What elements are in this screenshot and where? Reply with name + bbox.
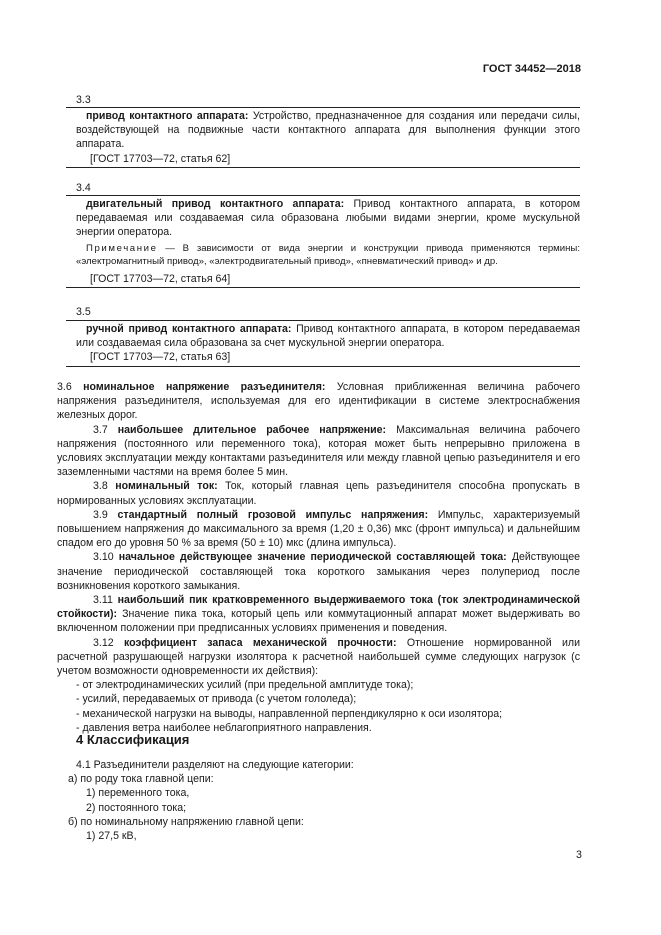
definition-paragraph: 3.7 наибольшее длительное рабочее напряжение: Максимальная величина рабочего напряжения (постоянного или переменного тока), которая может быть непрерывно приложена в условиях эксплуатации между контактами разъединителя или между главной цепью разъединителя и его заземленными частями на время более 5 мин.	[57, 423, 580, 479]
classification-line: 1) переменного тока,	[86, 787, 190, 800]
classification-line: 1) 27,5 кВ,	[86, 830, 137, 843]
list-item: - давления ветра наиболее неблагоприятного направления.	[76, 721, 372, 734]
definition-paragraph: 3.12 коэффициент запаса механической прочности: Отношение нормированной или расчетной разрушающей нагрузки изолятора к расчетной наибольшей сумме следующих нагрузок (с учетом возможности одновременности их действия):	[57, 636, 580, 678]
term-definition: двигательный привод контактного аппарата: Привод контактного аппарата, в котором передаваемая или создаваемая сила образована любыми видами энергии, кроме мускульной энергии оператора.	[76, 198, 580, 239]
definition-paragraph: 3.8 номинальный ток: Ток, который главная цепь разъединителя способна пропускать в нормированных условиях эксплуатации.	[57, 480, 580, 507]
classification-line: б) по номинальному напряжению главной цепи:	[68, 815, 304, 828]
term-definition: привод контактного аппарата: Устройство, предназначенное для создания или передачи силы, воздействующей на подвижные части контактного аппарата для выполнения функции этого аппарата.	[76, 110, 580, 151]
classification-line: 2) постоянного тока;	[86, 801, 187, 814]
term-definition: ручной привод контактного аппарата: Привод контактного аппарата, в котором передаваемая или создаваемая сила образована за счет мускульной энергии оператора.	[76, 323, 580, 350]
classification-line: а) по роду тока главной цепи:	[68, 773, 214, 786]
page-number: 3	[576, 849, 582, 861]
note-label: Примечание	[86, 242, 158, 254]
term-box-3-5	[66, 320, 580, 367]
document-header: ГОСТ 34452—2018	[482, 63, 581, 75]
term-box-3-3	[66, 107, 580, 168]
list-item: - механической нагрузки на выводы, направленной перпендикулярно к оси изолятора;	[76, 707, 503, 720]
term-title: привод контактного аппарата:	[86, 110, 249, 122]
definitions-body	[58, 380, 580, 735]
term-source: [ГОСТ 17703—72, статья 64]	[90, 272, 231, 285]
list-item: - от электродинамических усилий (при предельной амплитуде тока);	[76, 679, 414, 692]
definition-paragraph: 3.6 номинальное напряжение разъединителя: Условная приближенная величина рабочего напряжения разъединителя, используемая для его идентификации в системе электроснабжения железных дорог.	[57, 381, 580, 422]
term-number: 3.4	[76, 182, 91, 194]
classification-line: 4.1 Разъединители разделяют на следующие категории:	[76, 759, 354, 771]
term-box-3-4	[66, 195, 580, 288]
term-source: [ГОСТ 17703—72, статья 62]	[90, 152, 231, 165]
definition-paragraph: 3.9 стандартный полный грозовой импульс напряжения: Импульс, характеризуемый повышением напряжения до максимального за время (1,20 ± 0,36) мкс (фронт импульса) и дальнейшим спадом его до уровня 50 % за время (50 ± 10) мкс (длина импульса).	[57, 508, 580, 550]
term-number: 3.3	[76, 94, 91, 106]
definition-paragraph: 3.11 наибольший пик кратковременного выдерживаемого тока (ток электродинамической стойкости): Значение пика тока, который цепь или коммутационный аппарат может выдерживать во включенном положении при предписанных условиях применения и поведения.	[57, 594, 580, 635]
term-title: двигательный привод контактного аппарата:	[86, 198, 345, 210]
definition-paragraph: 3.10 начальное действующее значение периодической составляющей тока: Действующее значение периодической составляющей тока короткого замыкания через полупериод после возникновения короткого замыкания.	[57, 551, 580, 592]
list-item: - усилий, передаваемых от привода (с учетом гололеда);	[76, 693, 357, 706]
section-title: 4 Классификация	[76, 732, 190, 747]
term-note: Примечание — В зависимости от вида энергии и конструкции привода применяются термины: «электромагнитный привод», «электродвигательный привод», «пневматический привод» и др.	[76, 242, 580, 268]
classification-body	[68, 758, 580, 843]
term-source: [ГОСТ 17703—72, статья 63]	[90, 351, 231, 364]
term-number: 3.5	[76, 306, 91, 318]
term-title: ручной привод контактного аппарата:	[86, 323, 292, 335]
